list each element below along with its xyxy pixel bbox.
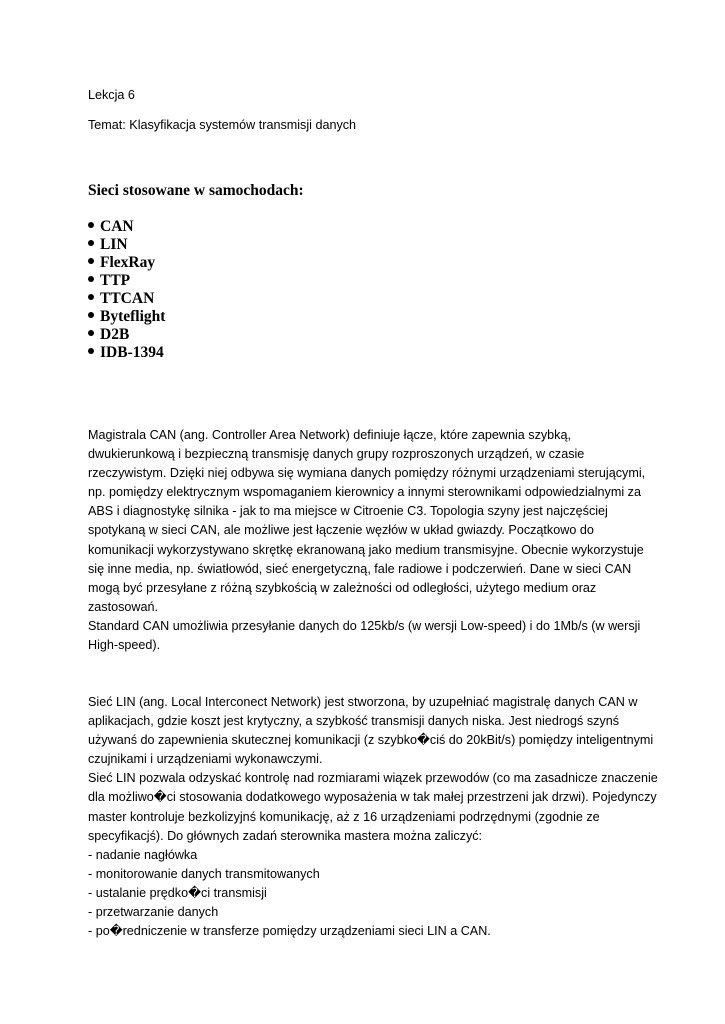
paragraph-line: Magistrala CAN (ang. Controller Area Network) definiuje łącze, które zapewnia szybką,: [88, 428, 571, 442]
list-item: CAN: [88, 218, 165, 236]
bullet-icon: [88, 294, 94, 300]
list-item: FlexRay: [88, 254, 165, 272]
paragraph-line: np. pomiędzy elektrycznym wspomaganiem kierownicy a innymi sterownikami odpowiedzialnymi za: [88, 485, 641, 500]
bullet-icon: [88, 258, 94, 264]
paragraph-line: - ustalanie prędko�ci transmisji: [88, 885, 267, 900]
paragraph-line: komunikacji wykorzystywano skrętkę ekranowaną jako medium transmisyjne. Obecnie wykorzystuje: [88, 542, 644, 557]
paragraph-line: ABS i diagnostykę silnika - jak to ma miejsce w Citroenie C3. Topologia szyny jest najczęściej: [88, 504, 608, 519]
paragraph-line: dwukierunkową i bezpieczną transmisję danych grupy rozproszonych urządzeń, w czasie: [88, 447, 585, 462]
list-item: TTP: [88, 272, 165, 290]
network-list: [88, 218, 165, 362]
topic-line: Temat: Klasyfikacja systemów transmisji danych: [88, 118, 357, 132]
paragraph-line: High-speed).: [88, 638, 161, 653]
bullet-icon: [88, 330, 94, 336]
bullet-icon: [88, 240, 94, 246]
list-item: TTCAN: [88, 290, 165, 308]
paragraph-line: Standard CAN umożliwia przesyłanie danych do 125kb/s (w wersji Low-speed) i do 1Mb/s (w wersji: [88, 618, 641, 633]
bullet-icon: [88, 222, 94, 228]
lin-paragraph: [88, 693, 658, 941]
paragraph-line: spotykaną w sieci CAN, ale możliwe jest łączenie węzłów w układ gwiazdy. Początkowo do: [88, 523, 594, 538]
paragraph-line: - monitorowanie danych transmitowanych: [88, 866, 320, 881]
paragraph-line: używanś do zapewnienia skutecznej komunikacji (z szybko�ciś do 20kBit/s) pomiędzy inteligentnymi: [88, 733, 654, 748]
paragraph-line: mogą być przesyłane z różną szybkością w zależności od odległości, użytego medium oraz: [88, 580, 597, 595]
bullet-icon: [88, 276, 94, 282]
paragraph-line: rzeczywistym. Dzięki niej odbywa się wymiana danych pomiędzy różnymi urządzeniami sterującymi,: [88, 466, 646, 481]
lesson-label: Lekcja 6: [88, 88, 135, 102]
paragraph-line: dla możliwo�ci stosowania dodatkowego wyposażenia w tak małej przestrzeni jak drzwi). Pojedynczy: [88, 790, 657, 805]
list-item: IDB-1394: [88, 344, 165, 362]
paragraph-line: - nadanie nagłówka: [88, 847, 198, 862]
paragraph-line: Sieć LIN (ang. Local Interconect Network) jest stworzona, by uzupełniać magistralę danych CAN w: [88, 695, 638, 709]
paragraph-line: master kontroluje bezkolizyjnś komunikację, aż z 16 urządzeniami podrzędnymi (zgodnie ze: [88, 809, 600, 824]
paragraph-line: - przetwarzanie danych: [88, 905, 219, 920]
can-paragraph: [88, 426, 645, 655]
list-item: Byteflight: [88, 308, 165, 326]
list-item: LIN: [88, 236, 165, 254]
paragraph-line: - po�redniczenie w transferze pomiędzy urządzeniami sieci LIN a CAN.: [88, 924, 491, 939]
list-item: D2B: [88, 326, 165, 344]
bullet-icon: [88, 348, 94, 354]
paragraph-line: zastosowań.: [88, 599, 159, 614]
paragraph-line: aplikacjach, gdzie koszt jest krytyczny, a szybkość transmisji danych niska. Jest niedrogś szynś: [88, 714, 620, 729]
paragraph-line: czujnikami i urządzeniami wykonawczymi.: [88, 752, 323, 767]
paragraph-line: się inne media, np. światłowód, sieć energetyczną, fale radiowe i podczerwień. Dane w sieci CAN: [88, 561, 632, 576]
section-heading: Sieci stosowane w samochodach:: [88, 182, 304, 199]
bullet-icon: [88, 312, 94, 318]
paragraph-line: specyfikacjś). Do głównych zadań sterownika mastera można zaliczyć:: [88, 828, 483, 843]
paragraph-line: Sieć LIN pozwala odzyskać kontrolę nad rozmiarami wiązek przewodów (co ma zasadnicze znaczenie: [88, 771, 658, 786]
